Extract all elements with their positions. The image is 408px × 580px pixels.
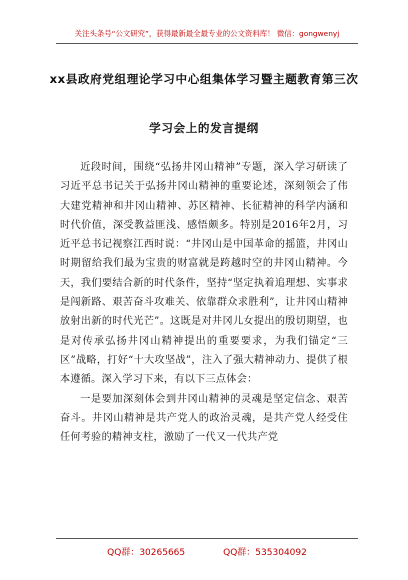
header-divider [56,43,358,44]
footer-contact [56,545,358,558]
header-banner: 关注头条号“公文研究”，获得最新最全最专业的公文资料库！ 微信：gongwenyj [74,29,340,38]
footer-qq-group-1: QQ群：30265665 [107,548,186,558]
footer-divider [56,538,358,539]
body-paragraph-1: 近段时间，围绕“弘扬井冈山精神”专题，深入学习研读了习近平总书记关于弘扬井冈山精神的重要论述，深刻领会了伟大建党精神和井冈山精神、苏区精神、长征精神的科学内涵和时代价值，深受教益匪浅、感悟颇多。特别是2016年2月，习近平总书记视察江西时说：“井冈山是中国革命的摇篮，井冈山时期留给我们最为宝贵的财富就是跨越时空的井冈山精神。今天，我们要结合新的时代条件，坚持“坚定执着追理想、实事求是闯新路、艰苦奋斗攻难关、依靠群众求胜利”，让井冈山精神放射出新的时代光芒”。这既是对井冈儿女提出的殷切期望，也是对传承弘扬井冈山精神提出的重要要求，为我们锚定“三区”战略，打好“十大攻坚战”，注入了强大精神动力、提供了根本遵循。深入学习下来，有以下三点体会： [60,162,348,386]
document-body [60,158,348,447]
document-title-line-2: 学习会上的发言提纲 [149,121,259,135]
body-paragraph-2: 一是要加深刻体会到井冈山精神的灵魂是坚定信念、艰苦奋斗。井冈山精神是共产党人的政治灵魂，是共产党人经受住任何考验的精神支柱，激励了一代又一代共产党 [60,393,348,444]
document-title-line-1: xx县政府党组理论学习中心组集体学习暨主题教育第三次 [49,72,359,86]
footer-qq-group-2: QQ群：535304092 [223,548,307,558]
